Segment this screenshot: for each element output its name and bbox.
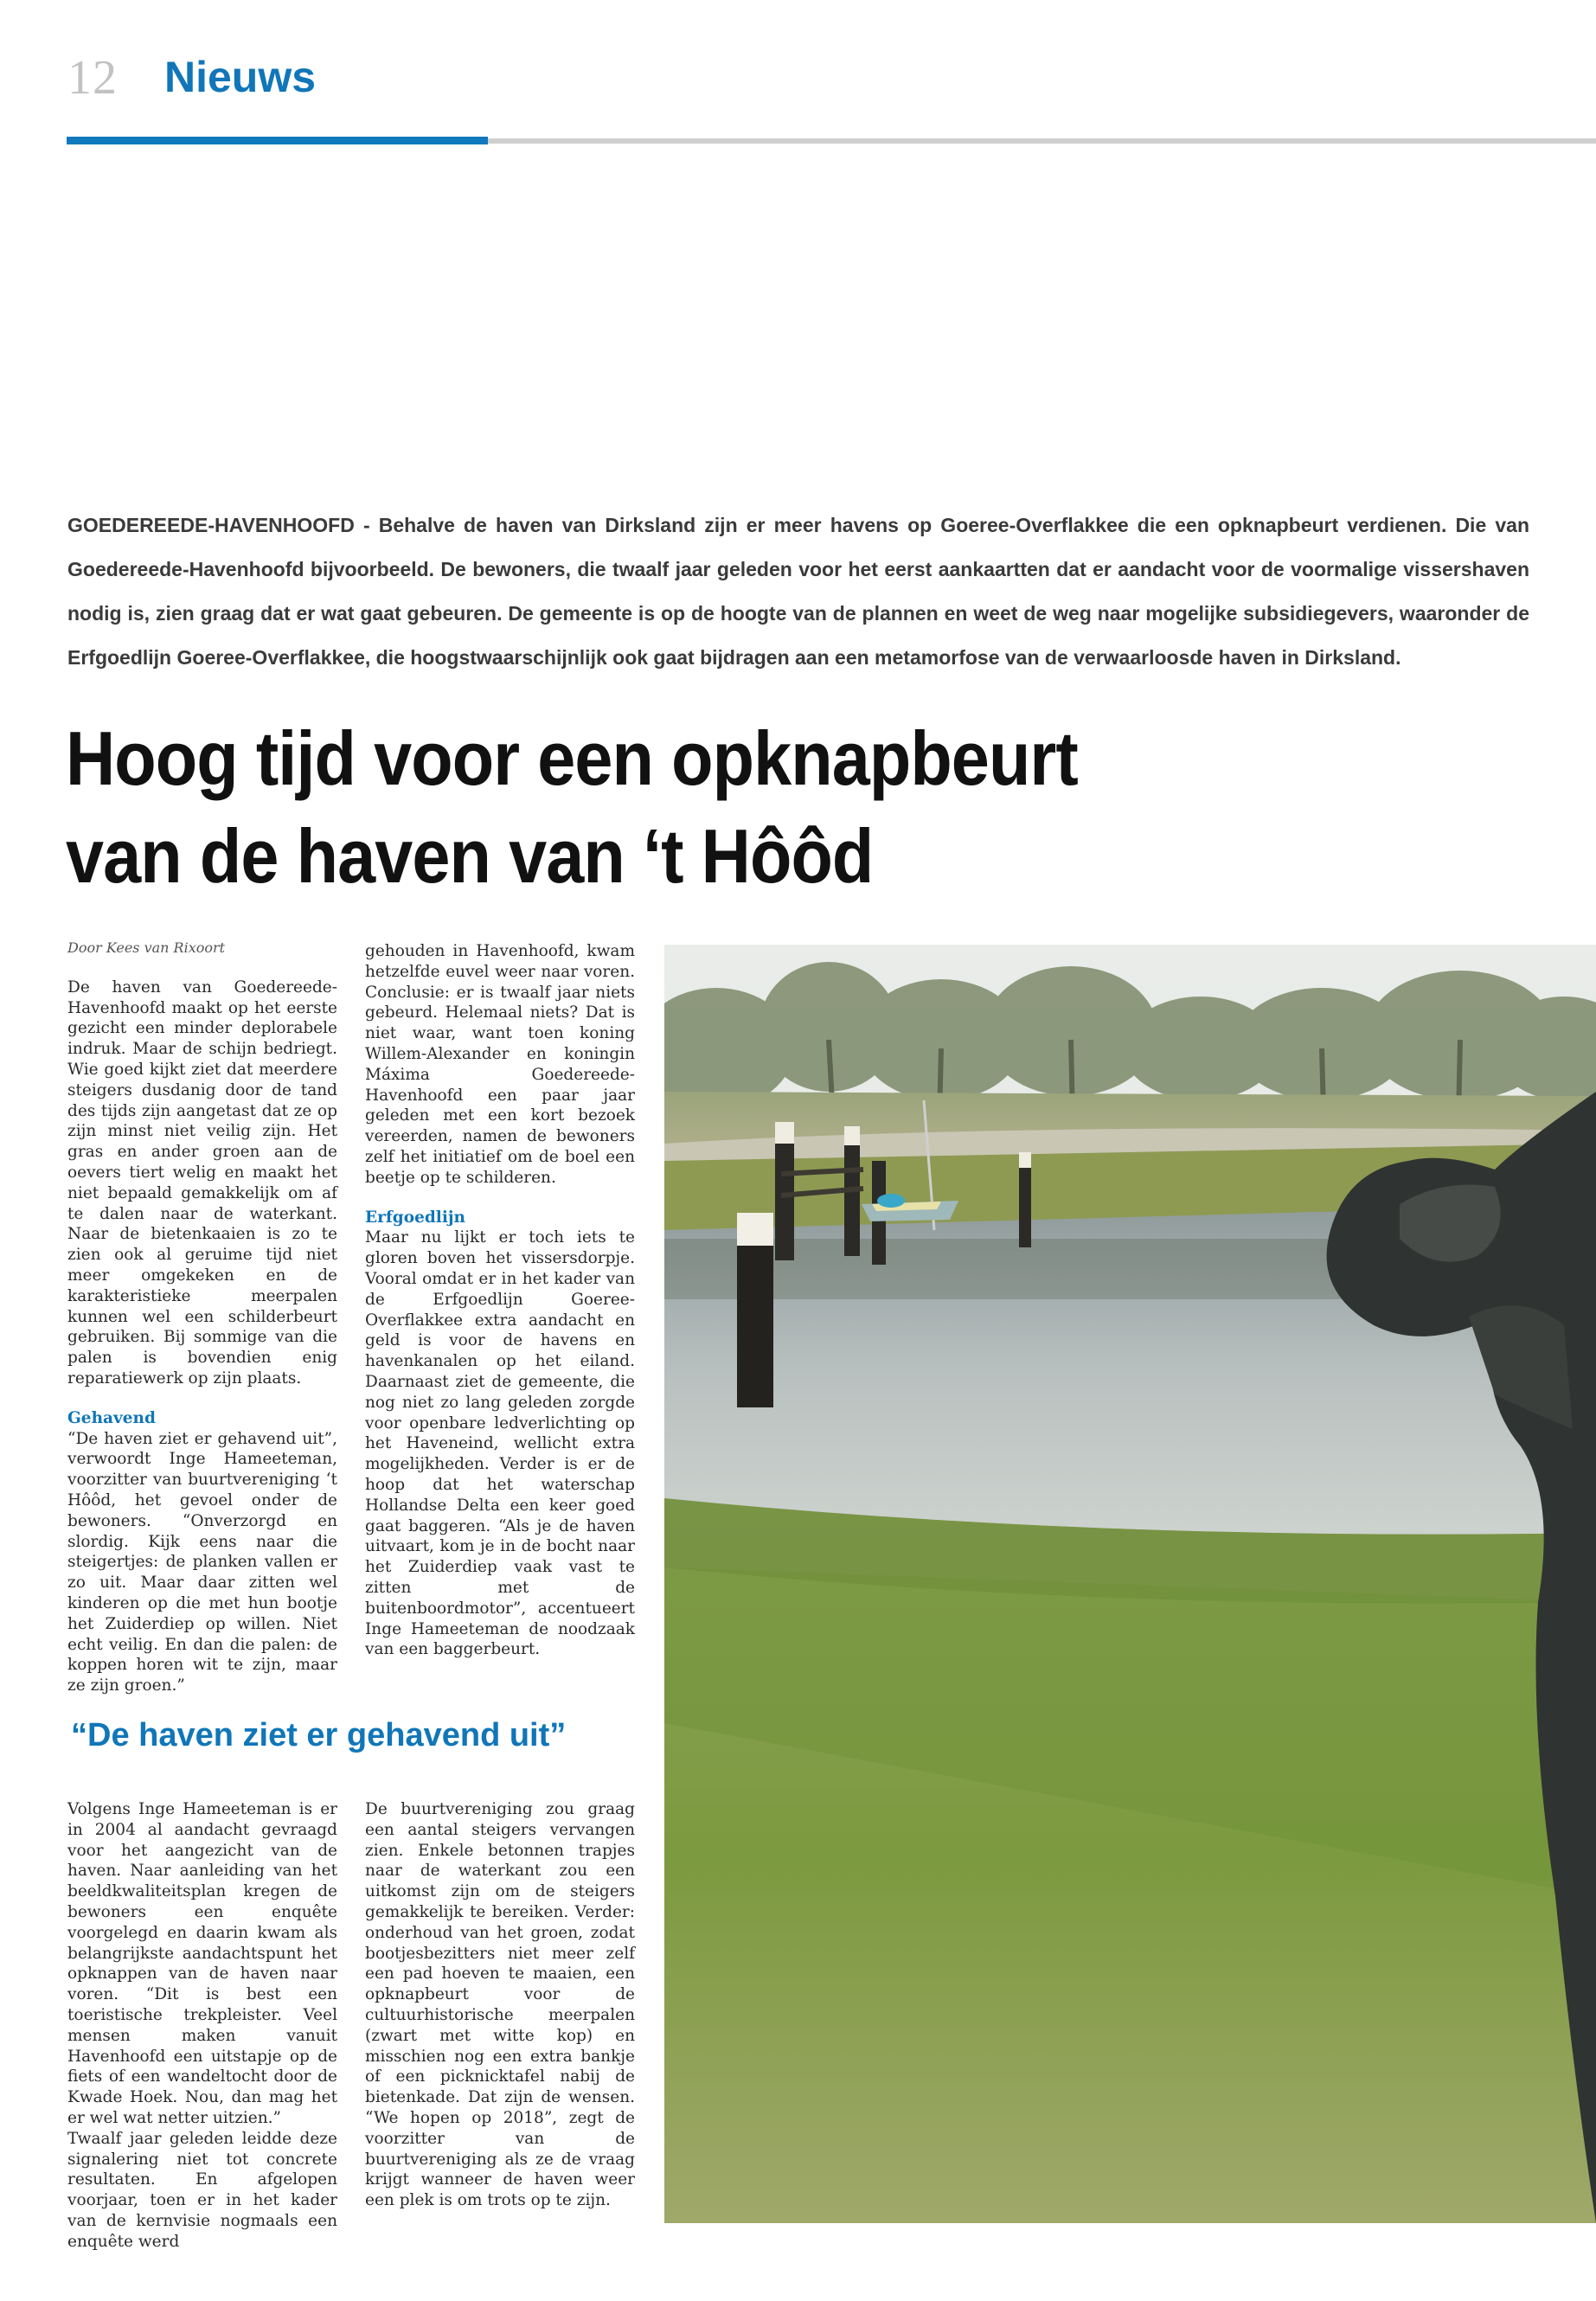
subheading: Gehavend [67, 1408, 156, 1427]
body-column-3 [67, 1799, 337, 2253]
header-rule-accent [67, 137, 488, 144]
page-number: 12 [67, 51, 118, 105]
headline [66, 709, 1234, 905]
body-column-2 [365, 941, 635, 1660]
body-column-4 [365, 1799, 635, 2211]
paragraph: De haven van Goedereede-Havenhoofd maakt op het eerste gezicht een minder deplorabele indruk. Maar de schijn bedriegt. Wie goed kijkt ziet dat meerdere steigers dusdanig door de tand des tijds zijn aangetast dat ze op zijn minst niet veilig zijn. Het gras en ander groen aan de oevers tiert welig en maakt het niet bepaald gemakkelijk om af te dalen naar de waterkant. Naar de bietenkaaien is zo te zien ook al geruime tijd niet meer omgekeken en de karakteristieke meerpalen kunnen wel een schilderbeurt gebruiken. Bij sommige van die palen is bovendien enig reparatiewerk op zijn plaats. [67, 977, 337, 1388]
paragraph: gehouden in Havenhoofd, kwam hetzelfde euvel weer naar voren. Conclusie: er is twaalf jaar niets gebeurd. Helemaal niets? Dat is niet waar, want toen koning Willem-Alexander en koningin Máxima Goedereede-Havenhoofd een paar jaar geleden met een kort bezoek vereerden, namen de bewoners zelf het initiatief om de boel een beetje op te schilderen. [365, 942, 635, 1187]
paragraph: Maar nu lijkt er toch iets te gloren boven het vissersdorpje. Vooral omdat er in het kader van de Erfgoedlijn Goeree-Overflakkee extra aandacht en geld is voor de havens en havenkanalen op het eiland. Daarnaast ziet de gemeente, die nog niet zo lang geleden zorgde voor openbare ledverlichting op het Haveneind, wellicht extra mogelijkheden. Verder is er de hoop dat het waterschap Hollandse Delta een keer goed gaat baggeren. “Als je de haven uitvaart, kom je in de bocht naar het Zuiderdiep vaak vast te zitten met de buitenboordmotor”, accentueert Inge Hameeteman de noodzaak van een baggerbeurt. [365, 1228, 635, 1659]
section-title: Nieuws [164, 53, 317, 101]
intro-paragraph: GOEDEREEDE-HAVENHOOFD - Behalve de haven van Dirksland zijn er meer havens op Goeree-Overflakkee die een opknapbeurt verdienen. Die van Goedereede-Havenhoofd bijvoorbeeld. De bewoners, die twaalf jaar geleden voor het eerst aankaartten dat er aandacht voor de voormalige vissershaven nodig is, zien graag dat er wat gaat gebeuren. De gemeente is op de hoogte van de plannen en weet de weg naar mogelijke subsidiegevers, waaronder de Erfgoedlijn Goeree-Overflakkee, die hoogstwaarschijnlijk ook gaat bijdragen aan een metamorfose van de verwaarloosde haven in Dirksland. [67, 514, 1529, 669]
pull-quote: “De haven ziet er gehavend uit” [71, 1717, 567, 1753]
byline: Door Kees van Rixoort [67, 939, 226, 956]
headline-line-2: van de haven van ‘t Hôôd [66, 813, 874, 899]
paragraph: “De haven ziet er gehavend uit”, verwoordt Inge Hameeteman, voorzitter van buurtvereniging ‘t Hôôd, het gevoel onder de bewoners. “Onverzorgd en slordig. Kijk eens naar die steigertjes: de planken vallen er zo uit. Maar daar zitten wel kinderen op die met hun bootje het Zuiderdiep op willen. Niet echt veilig. En dan die palen: de koppen horen wit te zijn, maar ze zijn groen.” [67, 1429, 337, 1695]
body-column-1 [67, 938, 337, 1696]
subheading: Erfgoedlijn [365, 1208, 465, 1227]
headline-line-1: Hoog tijd voor een opknapbeurt [66, 715, 1078, 801]
harbour-photo-illustration [664, 945, 1596, 2223]
paragraph: Twaalf jaar geleden leidde deze signalering niet tot concrete resultaten. En afgelopen voorjaar, toen er in het kader van de kernvisie nogmaals een enquête werd [67, 2129, 337, 2251]
harbour-photo [664, 945, 1596, 2223]
paragraph: De buurtvereniging zou graag een aantal steigers vervangen zien. Enkele betonnen trapjes naar de waterkant zou een uitkomst zijn om de steigers gemakkelijk te bereiken. Verder: onderhoud van het groen, zodat bootjesbezitters niet meer zelf een pad hoeven te maaien, een opknapbeurt voor de cultuurhistorische meerpalen (zwart met witte kop) en misschien nog een extra bankje of een picknicktafel nabij de bietenkade. Dat zijn de wensen. “We hopen op 2018”, zegt de voorzitter van de buurtvereniging als ze de vraag krijgt wanneer de haven weer een plek is om trots op te zijn. [365, 1800, 635, 2210]
header-rule [488, 138, 1596, 144]
paragraph: Volgens Inge Hameeteman is er in 2004 al aandacht gevraagd voor het aangezicht van de haven. Naar aanleiding van het beeldkwaliteitsplan kregen de bewoners een enquête voorgelegd en daarin kwam als belangrijkste aandachtspunt het opknappen van de haven naar voren. “Dit is best een toeristische trekpleister. Veel mensen maken vanuit Havenhoofd een uitstapje op de fiets of een wandeltocht door de Kwade Hoek. Nou, dan mag het er wel wat netter uitzien.” [67, 1800, 337, 2127]
